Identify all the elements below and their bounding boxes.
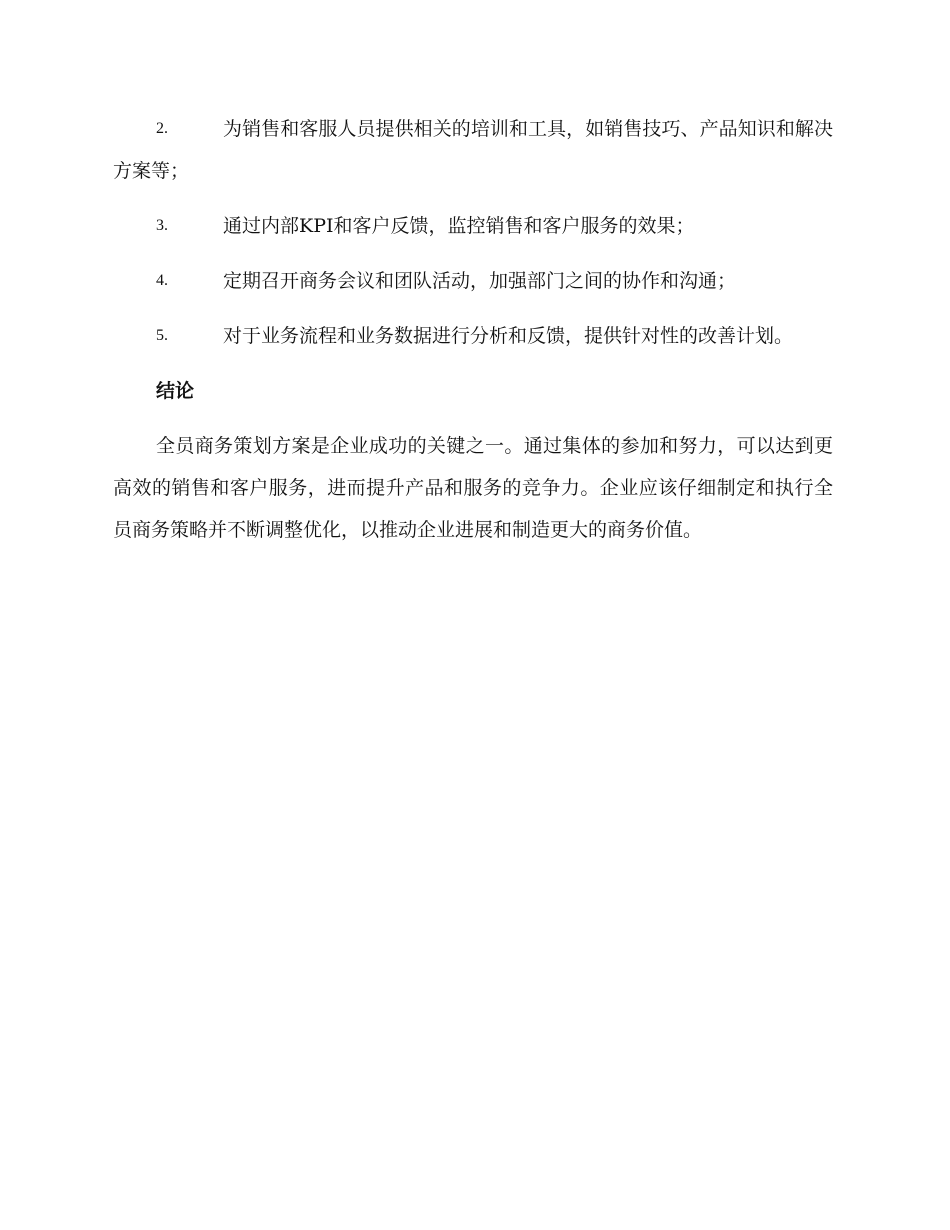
conclusion-paragraph: 全员商务策划方案是企业成功的关键之一。通过集体的参加和努力，可以达到更高效的销售和客户服务，进而提升产品和服务的竞争力。企业应该仔细制定和执行全员商务策略并不断调整优化，以推动企业进展和制造更大的商务价值。 [113,435,833,541]
list-item-number: 3. [156,217,168,234]
list-item-text: 为销售和客服人员提供相关的培训和工具，如销售技巧、产品知识和解决方案等； [113,118,833,182]
conclusion-heading: 结论 [156,380,195,402]
list-item-text: 通过内部KPI和客户反馈，监控销售和客户服务的效果； [223,215,695,237]
list-item [113,205,833,247]
list-item-number: 4. [156,272,168,289]
list-item-text: 对于业务流程和业务数据进行分析和反馈，提供针对性的改善计划。 [223,325,794,347]
list-item-text: 定期召开商务会议和团队活动，加强部门之间的协作和沟通； [223,270,737,292]
list-item [113,260,833,302]
list-item [113,315,833,357]
list-item-number: 5. [156,327,168,344]
list-item-number: 2. [156,120,168,137]
list-item [113,108,833,192]
document-content [113,108,833,551]
